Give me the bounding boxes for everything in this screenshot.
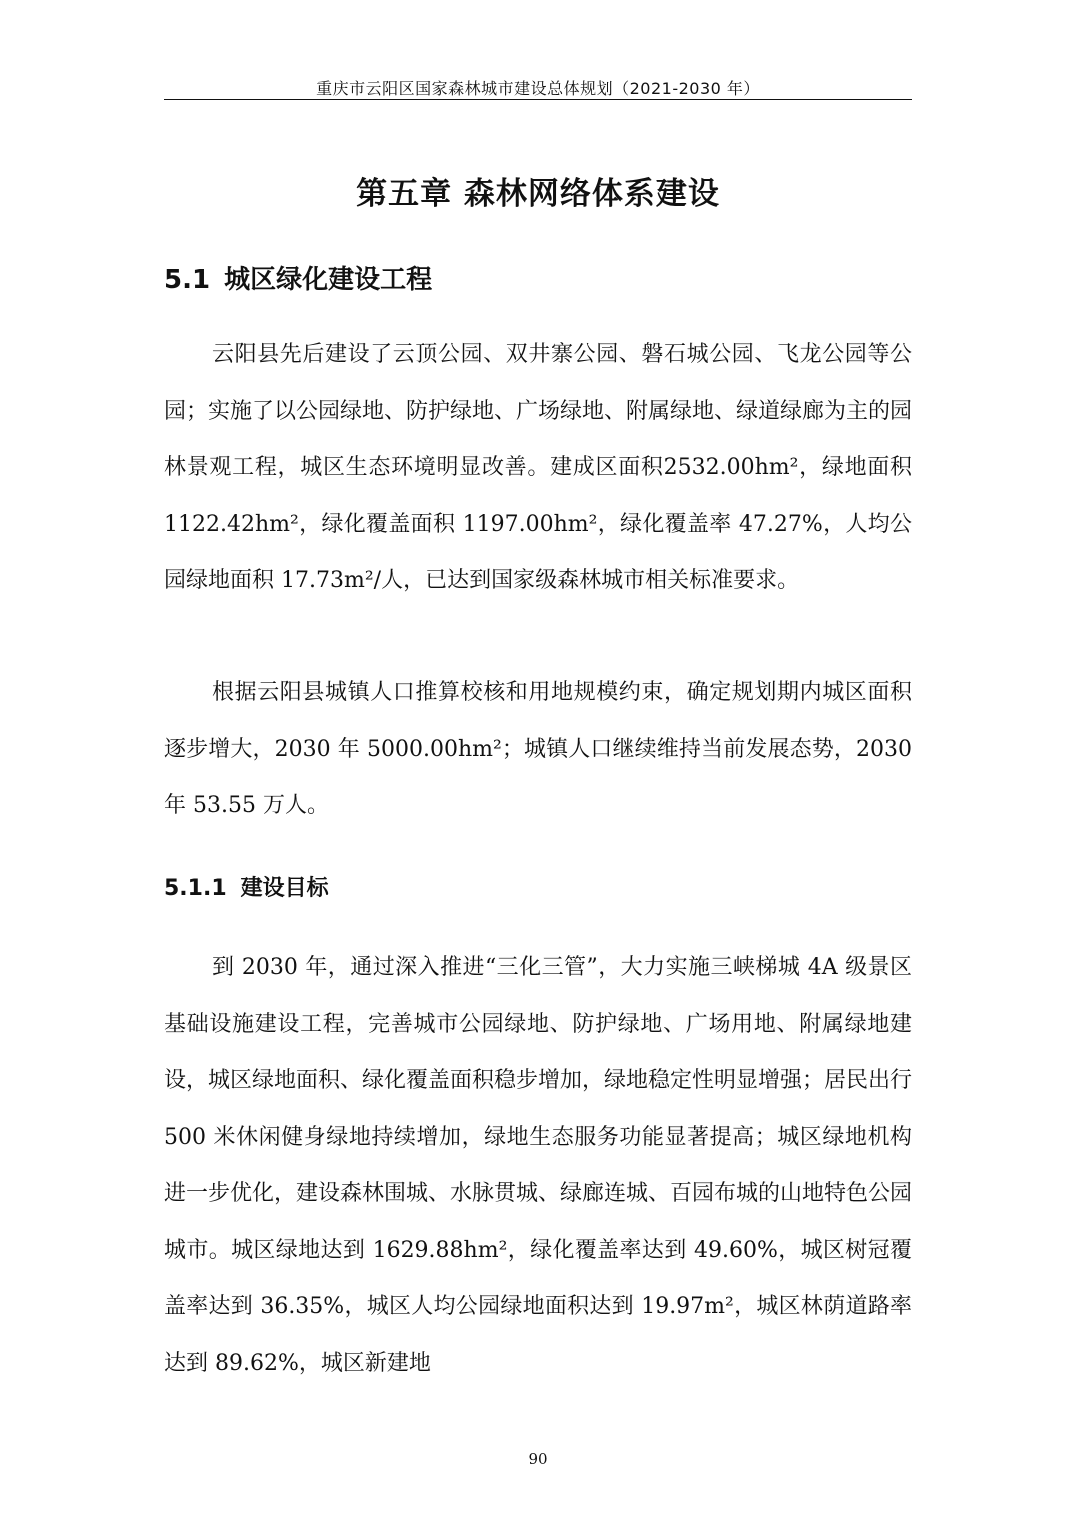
header-divider	[164, 99, 912, 100]
body-paragraph: 到 2030 年，通过深入推进“三化三管”，大力实施三峡梯城 4A 级景区基础设施建设工程，完善城市公园绿地、防护绿地、广场用地、附属绿地建设，城区绿地面积、绿化覆盖面积稳步增加，绿地稳定性明显增强；居民出行 500 米休闲健身绿地持续增加，绿地生态服务功能显著提高；城区绿地机构进一步优化，建设森林围城、水脉贯城、绿廊连城、百园布城的山地特色公园城市。城区绿地达到 1629.88hm²，绿化覆盖率达到 49.60%，城区树冠覆盖率达到 36.35%，城区人均公园绿地面积达到 19.97m²，城区林荫道路率达到 89.62%，城区新建地	[164, 955, 913, 1376]
section-title: 城区绿化建设工程	[224, 265, 433, 295]
chapter-title: 第五章 森林网络体系建设	[356, 176, 720, 212]
subsection-number: 5.1.1	[164, 876, 227, 901]
running-header: 重庆市云阳区国家森林城市建设总体规划（2021-2030 年）	[316, 79, 760, 98]
body-paragraph: 根据云阳县城镇人口推算校核和用地规模约束，确定规划期内城区面积逐步增大，2030 年 5000.00hm²；城镇人口继续维持当前发展态势，2030 年 53.55 万人。	[164, 680, 912, 818]
section-number: 5.1	[164, 265, 211, 295]
subsection-title: 建设目标	[240, 876, 329, 901]
page-number: 90	[528, 1450, 548, 1468]
subsection-heading	[164, 871, 329, 902]
section-heading	[164, 259, 432, 296]
body-paragraph: 云阳县先后建设了云顶公园、双井寨公园、磐石城公园、飞龙公园等公园；实施了以公园绿地、防护绿地、广场绿地、附属绿地、绿道绿廊为主的园林景观工程，城区生态环境明显改善。建成区面积2532.00hm²，绿地面积 1122.42hm²，绿化覆盖面积 1197.00hm²，绿化覆盖率 47.27%，人均公园绿地面积 17.73m²/人，已达到国家级森林城市相关标准要求。	[164, 342, 913, 593]
